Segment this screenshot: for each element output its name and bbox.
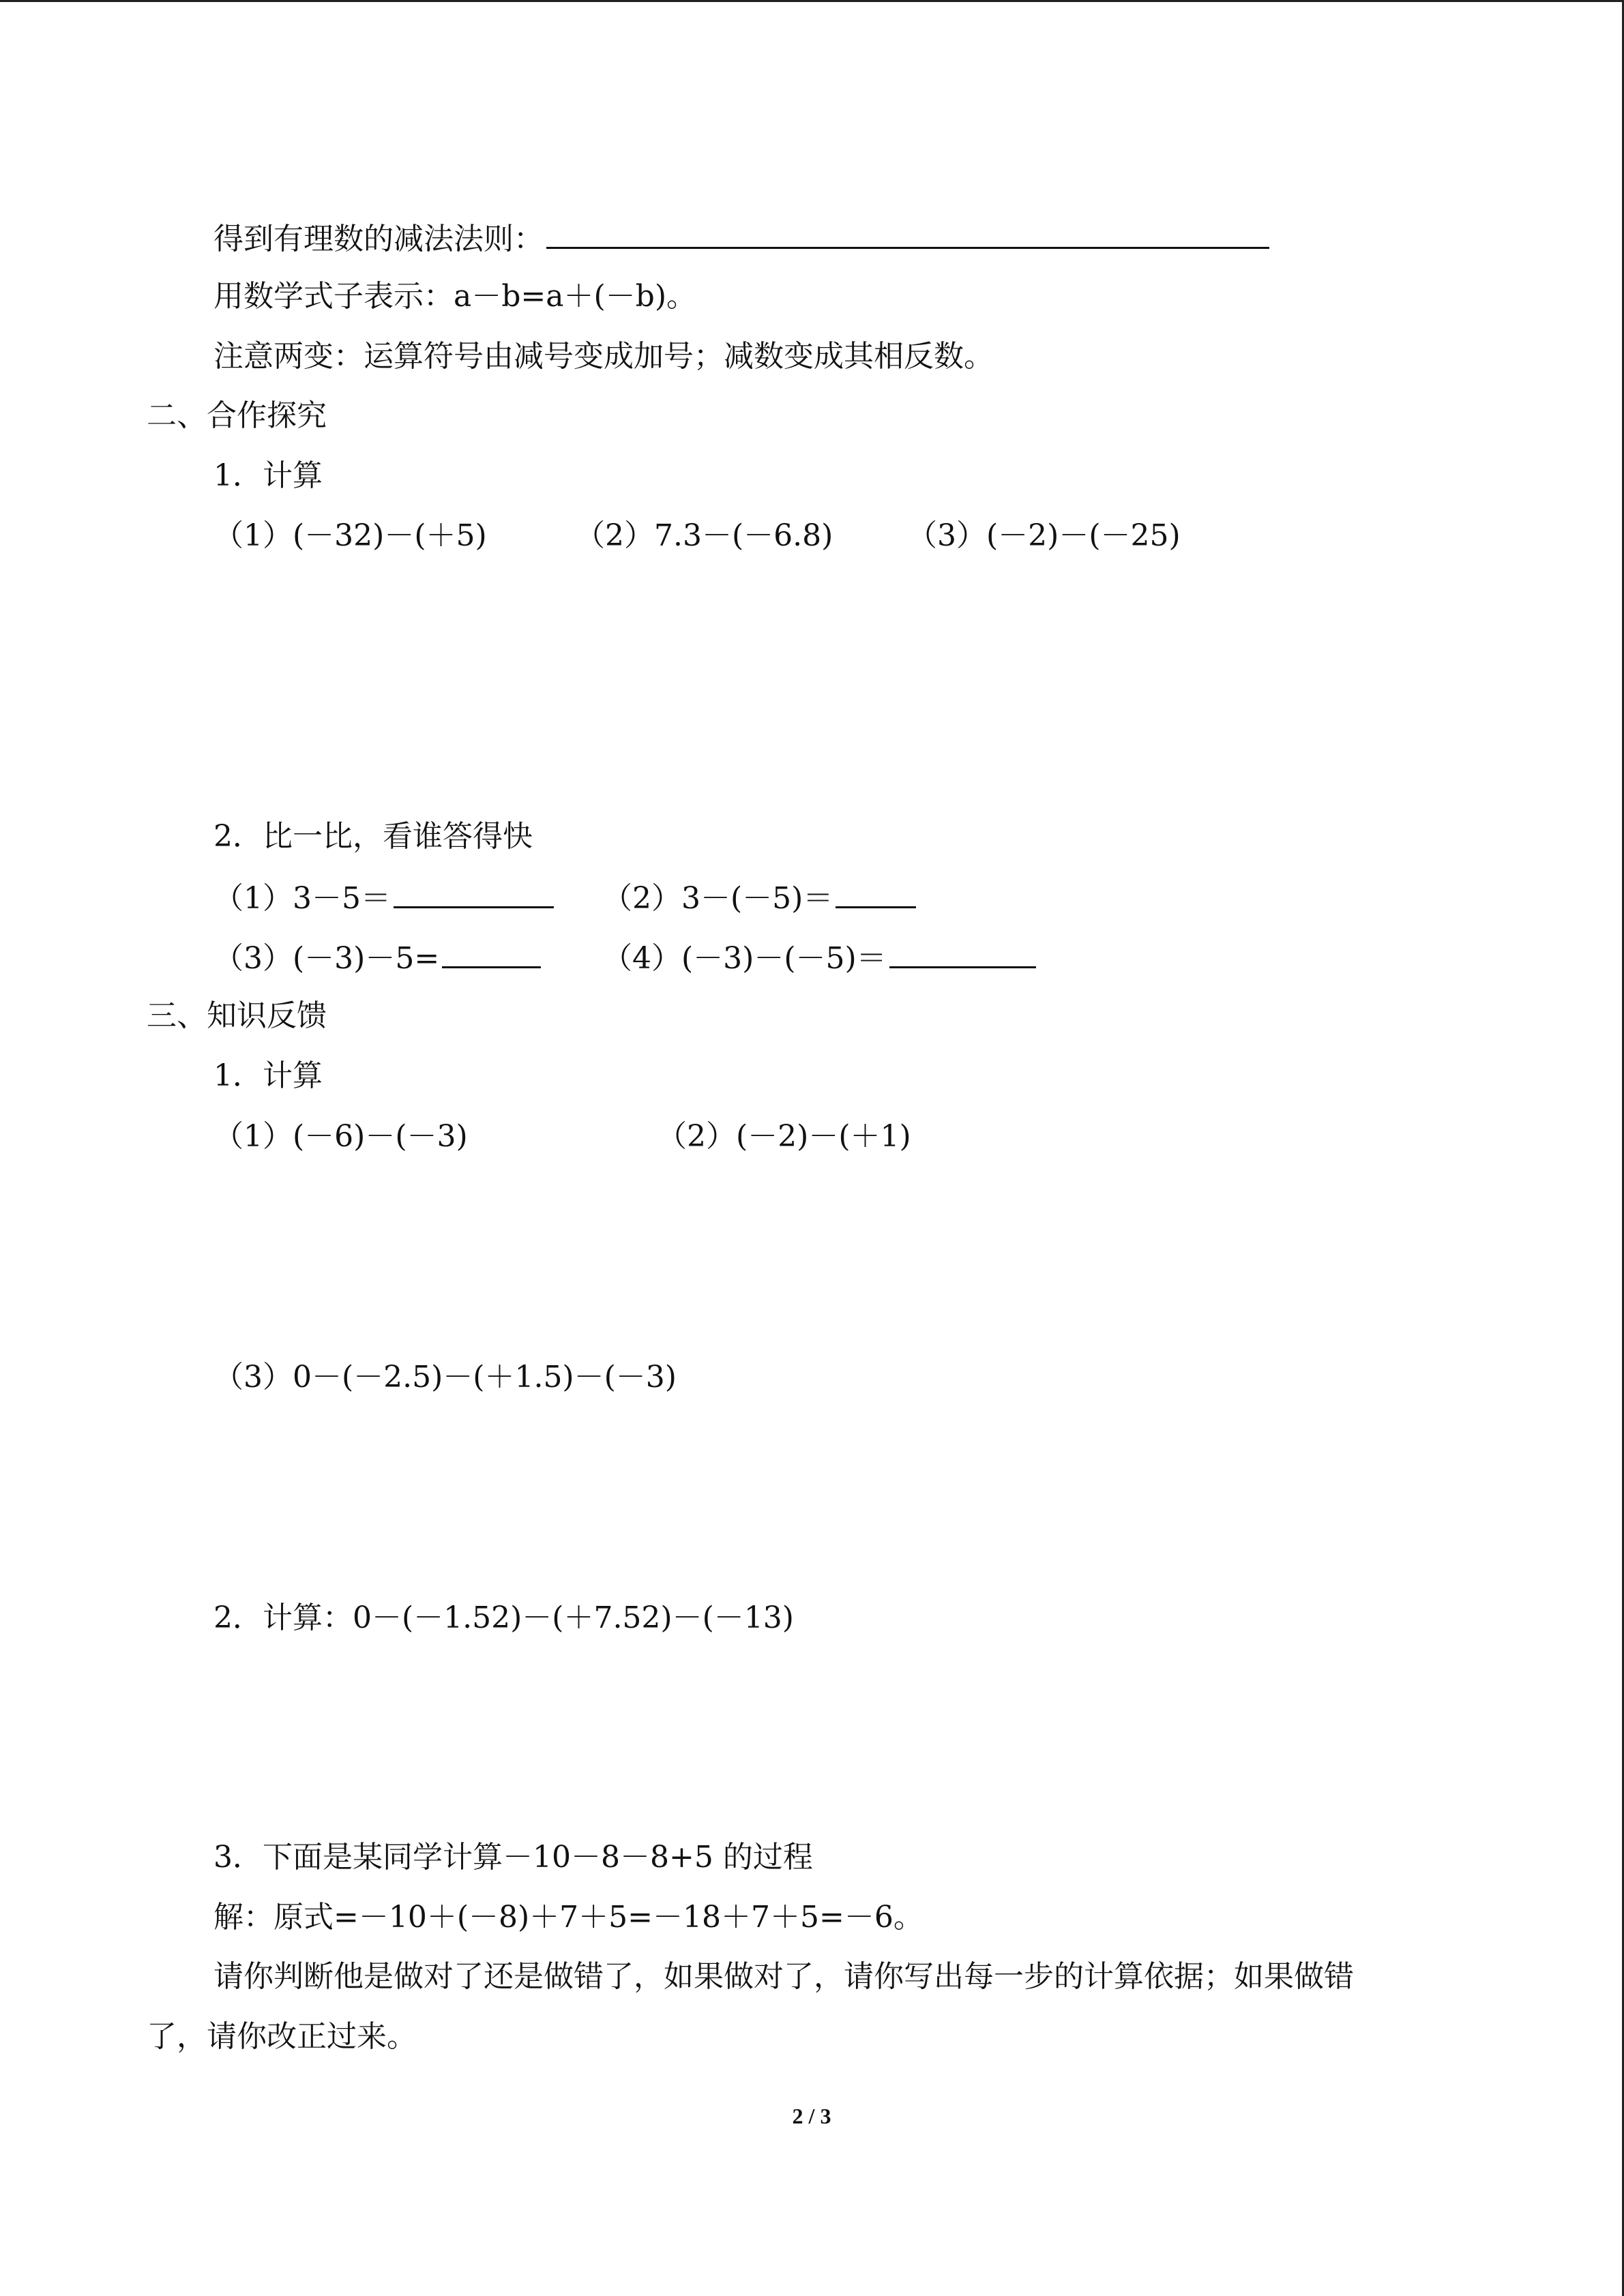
s2-q2-item-3-blank[interactable] xyxy=(442,936,541,968)
s3-q3-instruction-line1: 请你判断他是做对了还是做错了，如果做对了，请你写出每一步的计算依据；如果做错 xyxy=(213,1959,1354,1994)
section2-heading: 二、合作探究 xyxy=(147,398,327,433)
s2-q1-item-3: （3）(－2)－(－25) xyxy=(907,518,1181,553)
subtraction-rule-blank[interactable] xyxy=(546,217,1269,249)
s3-q3-instruction-line2: 了，请你改正过来。 xyxy=(147,2019,417,2054)
s2-q2-item-4 xyxy=(602,936,1036,979)
s3-q3-solution: 解：原式=－10＋(－8)＋7＋5=－18＋7＋5=－6。 xyxy=(213,1900,924,1935)
note-line: 注意两变：运算符号由减号变成加号；减数变成其相反数。 xyxy=(213,339,994,374)
s2-q1-item-2: （2）7.3－(－6.8) xyxy=(575,518,833,553)
s2-q2-item-2 xyxy=(602,876,916,919)
section3-heading: 三、知识反馈 xyxy=(147,998,327,1033)
s3-q1-item-2: （2）(－2)－(＋1) xyxy=(657,1119,911,1154)
subtraction-rule-line xyxy=(213,217,1269,260)
s2-q2-item-3 xyxy=(213,936,541,979)
s2-q2-item-1-blank[interactable] xyxy=(394,876,554,908)
s3-q1-item-1: （1）(－6)－(－3) xyxy=(213,1119,468,1154)
s2-q2-item-3-label: （3）(－3)－5= xyxy=(213,941,440,976)
s3-q2-text: 2．计算：0－(－1.52)－(＋7.52)－(－13) xyxy=(213,1600,794,1635)
s3-q3-title: 3．下面是某同学计算－10－8－8+5 的过程 xyxy=(213,1840,813,1875)
s2-q2-item-2-label: （2）3－(－5)＝ xyxy=(602,881,833,916)
s2-q2-title: 2．比一比，看谁答得快 xyxy=(213,819,533,854)
s2-q2-item-4-blank[interactable] xyxy=(889,936,1036,968)
s2-q1-item-1: （1）(－32)－(＋5) xyxy=(213,518,487,553)
s2-q2-item-2-blank[interactable] xyxy=(836,876,916,908)
s3-q1-title: 1．计算 xyxy=(213,1058,323,1093)
s2-q2-item-1-label: （1）3－5＝ xyxy=(213,881,391,916)
subtraction-rule-prompt: 得到有理数的减法法则： xyxy=(213,222,544,256)
s3-q1-item-3: （3）0－(－2.5)－(＋1.5)－(－3) xyxy=(213,1360,677,1395)
page-number: 2 / 3 xyxy=(792,2104,831,2128)
s2-q2-item-4-label: （4）(－3)－(－5)＝ xyxy=(602,941,887,976)
formula-line: 用数学式子表示：a－b=a＋(－b)。 xyxy=(213,279,696,314)
s2-q1-title: 1．计算 xyxy=(213,458,323,493)
s2-q2-item-1 xyxy=(213,876,554,919)
